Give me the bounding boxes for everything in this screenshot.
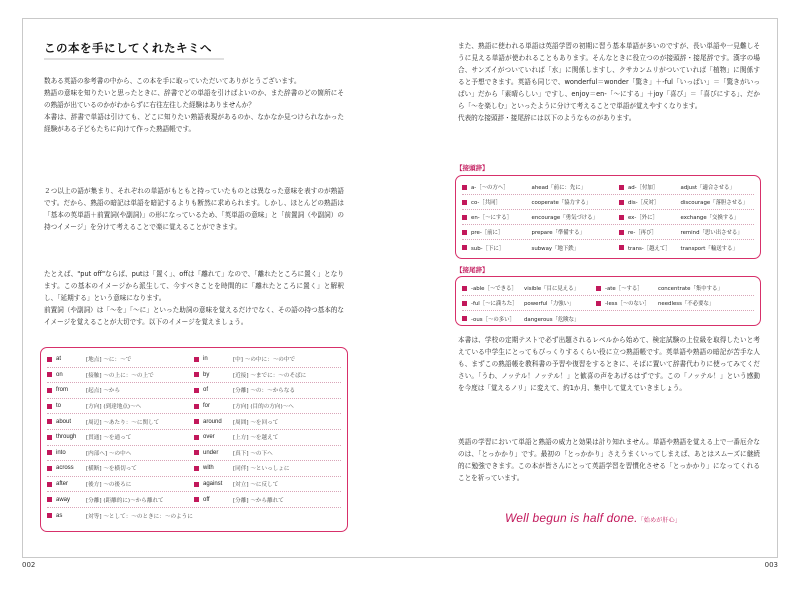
bullet-square-icon: [194, 388, 199, 393]
affix-cell: [532, 213, 619, 221]
affix-cell: [681, 244, 755, 252]
prep-word: around: [203, 418, 222, 425]
prep-word: of: [203, 387, 209, 394]
paragraph: また、熟語に使われる単語は英語学習の初期に習う基本単語が多いのですが、長い単語や一見難しそうに見える単語が使われることもあります。そんなときに役立つのが接頭辞・接尾辞です。漢字の場合、サンズイがついていれば「水」に関係しますし、クサカンムリがついていれば「植物」に関係すると予想できます。英語も同じで、wonderful＝wonder「驚き」＋-ful「いっぱい」＝「驚きがいっぱい」だから「素晴らしい」ですし、enjoy＝en-「～にする」＋joy「喜び」＝「喜びにする」、だから「～を楽しむ」といったように分けて考えることで単語が覚えやすくなります。: [458, 42, 760, 110]
prep-word: across: [56, 465, 74, 472]
bullet-square-icon: [194, 404, 199, 409]
bullet-square-icon: [47, 482, 52, 487]
affix-cell: [681, 213, 755, 221]
prep-meaning: [真下] ～の下へ: [233, 450, 273, 457]
bullet-square-icon: [47, 450, 52, 455]
prefix: re-［再び］: [627, 230, 657, 236]
example-word: prepare「準備する」: [531, 230, 585, 236]
prep-word: on: [56, 371, 63, 378]
affix-cell: [462, 244, 532, 252]
bullet-square-icon: [619, 215, 624, 220]
affix-cell: [619, 244, 681, 252]
example-word: remind「思い出させる」: [680, 230, 743, 236]
table-row: [462, 180, 754, 195]
prep-meaning: [分離] ～から離れて: [233, 497, 284, 504]
affix-cell: [619, 183, 681, 191]
affix-cell: [681, 228, 755, 236]
paragraph: 代表的な接頭辞・接尾辞には以下のようなものがあります。: [458, 114, 636, 122]
prefix-label: 【接頭辞】: [456, 164, 489, 172]
prep-word: about: [56, 418, 72, 425]
prep-word: into: [56, 449, 66, 456]
table-row: [47, 399, 341, 415]
bullet-square-icon: [194, 419, 199, 424]
paragraph: 数ある英語の参考書の中から、この本を手に取っていただいてありがとうございます。: [44, 77, 301, 85]
proverb-english: Well begun is half done.: [505, 511, 638, 525]
prep-word: away: [56, 496, 71, 503]
suffix: -ous［～の多い］: [471, 316, 515, 323]
preposition-table: [40, 347, 348, 532]
affix-cell: [658, 284, 748, 292]
bullet-square-icon: [462, 215, 467, 220]
prep-meaning: [横断] ～を横切って: [86, 466, 137, 473]
table-row: [462, 296, 754, 311]
bullet-square-icon: [462, 200, 467, 205]
affix-cell: [462, 315, 524, 323]
example-word: powerful「力強い」: [524, 301, 575, 307]
affix-cell: [462, 299, 524, 307]
table-row: [462, 225, 754, 240]
prefix-table: [455, 175, 761, 259]
affix-cell: [619, 228, 681, 236]
bullet-square-icon: [47, 357, 52, 362]
left-para3: [44, 268, 344, 328]
prefix: pre-［前に］: [471, 230, 504, 236]
paragraph: 本書は、辞書で単語は引けても、どこに知りたい熟語表現があるのか、なかなか見つけられなかった経験がある子どもたちに向けて作った熟語帳です。: [44, 113, 344, 133]
table-row: [462, 311, 754, 326]
prep-meaning: [方向] (目的の方向)～へ: [233, 404, 294, 411]
affix-cell: [619, 198, 681, 206]
table-row: [462, 195, 754, 210]
table-row: [47, 368, 341, 384]
paragraph: 熟語の意味を知りたいと思ったときに、辞書でどの単語を引けばよいのか、また辞書のどの箇所にその熟語が出ているのかがわからずに右往左往した経験はありませんか？: [44, 89, 344, 109]
proverb-japanese: 「始めが肝心」: [637, 518, 682, 524]
prefix: a-［～の方へ］: [471, 185, 509, 191]
suffix: -able［～できる］: [471, 286, 517, 292]
page-heading: この本を手にしてくれたキミへ: [44, 41, 212, 55]
bullet-square-icon: [596, 301, 601, 306]
table-row: [462, 210, 754, 225]
paragraph: 前置詞（や副詞）は「～を」「～に」といった助詞の意味を覚えるだけでなく、その語の持つ基本的なイメージを覚えることが大切です。以下のイメージを覚えましょう。: [44, 306, 344, 326]
affix-cell: [658, 299, 748, 307]
suffix-label: 【接尾辞】: [456, 266, 489, 274]
prep-word: from: [56, 387, 68, 394]
prep-meaning: [地点] ～に：～で: [86, 357, 132, 364]
table-row: [47, 508, 341, 524]
example-word: subway「地下鉄」: [531, 245, 580, 252]
heading-underline: [44, 58, 224, 60]
bullet-square-icon: [47, 419, 52, 424]
prefix: en-［～にする］: [471, 215, 513, 221]
prep-meaning: [上方] ～を越えて: [233, 435, 279, 442]
affix-cell: [462, 213, 532, 221]
example-word: needless「不必要な」: [658, 301, 715, 307]
right-para3: [458, 436, 760, 484]
suffix: -less［～のない］: [605, 301, 650, 307]
table-row: [462, 240, 754, 255]
affix-cell: [619, 213, 681, 221]
suffix: -ate［～する］: [605, 286, 643, 292]
bullet-square-icon: [619, 200, 624, 205]
prep-word: under: [203, 449, 219, 456]
prep-meaning: [対立] ～に反して: [233, 482, 279, 489]
table-row: [47, 430, 341, 446]
bullet-square-icon: [47, 497, 52, 502]
prep-word: for: [203, 403, 211, 410]
affix-cell: [532, 244, 619, 252]
prep-meaning: [分離] ～の：～からなる: [233, 388, 296, 395]
table-row: [47, 477, 341, 493]
prep-word: after: [56, 481, 69, 488]
paragraph: たとえば、"put off"ならば、putは「置く」、offは「離れて」なので、「離れたところに置く」となります。この基本のイメージから派生して、今すべきことを時間的に「離れたところに置く」と解釈し、「延期する」という意味になります。: [44, 270, 344, 302]
prefix: sub-［下に］: [471, 245, 505, 252]
left-intro: [44, 75, 344, 135]
prep-word: against: [203, 481, 223, 488]
right-para2: [458, 334, 760, 394]
prep-word: in: [203, 356, 208, 363]
example-word: dangerous「危険な」: [524, 316, 580, 323]
prefix: dis-［反対］: [627, 200, 660, 206]
bullet-square-icon: [619, 185, 624, 190]
prep-word: with: [203, 465, 214, 472]
proverb: [505, 511, 681, 525]
bullet-square-icon: [619, 245, 624, 250]
suffix: -ful［～に満ちた］: [471, 301, 518, 307]
left-para2: [44, 185, 344, 233]
bullet-square-icon: [462, 316, 467, 321]
example-word: concentrate「集中する」: [658, 286, 723, 292]
table-row: [462, 281, 754, 296]
prep-meaning: [周囲] ～を回って: [233, 419, 279, 426]
prep-word: as: [56, 512, 63, 519]
affix-cell: [462, 183, 532, 191]
table-row: [47, 352, 341, 368]
prep-meaning: [同伴] ～といっしょに: [233, 466, 290, 473]
affix-cell: [596, 284, 658, 292]
prep-meaning: [接触] ～の上に：～の上で: [86, 372, 154, 379]
prep-word: by: [203, 371, 210, 378]
bullet-square-icon: [619, 230, 624, 235]
page-number-right: 003: [764, 561, 778, 569]
prefix: ex-［外に］: [627, 215, 658, 221]
prefix: co-［共同］: [471, 200, 501, 206]
bullet-square-icon: [462, 301, 467, 306]
prep-word: through: [56, 434, 77, 441]
table-row: [47, 446, 341, 462]
bullet-square-icon: [47, 513, 52, 518]
bullet-square-icon: [462, 230, 467, 235]
prep-meaning: [方向] (到達地点)～へ: [86, 404, 142, 411]
bullet-square-icon: [462, 185, 467, 190]
prep-meaning: [中] ～の中に：～の中で: [233, 357, 296, 364]
bullet-square-icon: [47, 404, 52, 409]
example-word: cooperate「協力する」: [531, 200, 592, 206]
affix-cell: [462, 284, 524, 292]
prep-meaning: [後方] ～の後ろに: [86, 482, 132, 489]
example-word: adjust「適合させる」: [680, 185, 735, 191]
table-row: [47, 383, 341, 399]
prep-meaning: [内部へ] ～の中へ: [86, 450, 132, 457]
affix-cell: [524, 299, 596, 307]
bullet-square-icon: [194, 482, 199, 487]
bullet-square-icon: [194, 357, 199, 362]
bullet-square-icon: [47, 388, 52, 393]
prep-meaning: [周辺] ～あたり：～に関して: [86, 419, 160, 426]
prep-word: at: [56, 356, 62, 363]
affix-cell: [681, 183, 755, 191]
right-intro: [458, 40, 760, 124]
affix-cell: [532, 198, 619, 206]
table-row: [47, 492, 341, 508]
bullet-square-icon: [194, 497, 199, 502]
suffix-table: [455, 276, 761, 326]
affix-cell: [462, 198, 532, 206]
prefix: ad-［付加］: [627, 185, 659, 191]
bullet-square-icon: [462, 245, 467, 250]
table-row: [47, 461, 341, 477]
paragraph: 英語の学習において単語と熟語の威力と効果は計り知れません。単語や熟語を覚える上で一番厄介なのは、「とっかかり」です。最初の「とっかかり」さえうまくいってしまえば、あとはスムーズに継続的に勉強できます。この本が皆さんにとって英語学習を習慣化させる「とっかかり」になってくれることを祈っています。: [458, 438, 760, 482]
prep-word: off: [203, 496, 210, 503]
paragraph: ２つ以上の語が集まり、それぞれの単語がもともと持っていたものとは異なった意味を表すのが熟語です。だから、熟語の暗記は単語を暗記するよりも断然に求められます。しかし、ほとんどの熟語は「基本の英単語＋前置詞(や副詞)」の形になっているため、「英単語の意味」と「前置詞（や副詞）の持つイメージ」を分けて考えることで楽に覚えることができます。: [44, 187, 344, 231]
affix-cell: [596, 299, 658, 307]
prep-word: to: [56, 403, 62, 410]
example-word: transport「輸送する」: [680, 245, 738, 252]
bullet-square-icon: [194, 372, 199, 377]
affix-cell: [532, 228, 619, 236]
bullet-square-icon: [194, 450, 199, 455]
prep-meaning: [起点] ～から: [86, 388, 121, 395]
prep-meaning: [貫通] ～を通って: [86, 435, 132, 442]
affix-cell: [524, 315, 596, 323]
prep-meaning: [近接] ～までに：～のそばに: [233, 372, 307, 379]
example-word: ahead「前に：先に」: [531, 185, 587, 191]
page-number-left: 002: [22, 561, 36, 569]
bullet-square-icon: [47, 435, 52, 440]
example-word: encourage「勇気づける」: [531, 215, 598, 221]
paragraph: 本書は、学校の定期テストで必ず出題されるレベルから始めて、検定試験の上位級を取得したいと考えている中学生にとってもびっくりするくらい役に立つ熟語帳です。英単語や熟語の暗記が苦手な人も、まずこの熟語帳を教科書の予習や復習をするときに、そばに置いて辞書代わりに使ってみてください。「うわ、ノッテル！ノッテル！」と歓喜の声をあげるはずです。この「ノッテル！」という感動を今度は「覚えるノリ」に変えて、約1か月、集中して覚えていきましょう。: [458, 336, 760, 392]
bullet-square-icon: [47, 466, 52, 471]
bullet-square-icon: [47, 372, 52, 377]
example-word: discourage「落胆させる」: [680, 200, 748, 206]
bullet-square-icon: [462, 286, 467, 291]
bullet-square-icon: [596, 286, 601, 291]
example-word: visible「目に見える」: [524, 286, 579, 292]
affix-cell: [681, 198, 755, 206]
affix-cell: [462, 228, 532, 236]
affix-cell: [524, 284, 596, 292]
affix-cell: [532, 183, 619, 191]
prep-meaning: [分離] (距離的に)～から離れて: [86, 497, 164, 504]
prep-word: over: [203, 434, 215, 441]
table-row: [47, 414, 341, 430]
prefix: trans-［越えて］: [627, 245, 671, 252]
bullet-square-icon: [194, 435, 199, 440]
prep-meaning: [対等] ～として：～のときに：～のように: [86, 513, 193, 520]
example-word: exchange「交換する」: [680, 215, 740, 221]
bullet-square-icon: [194, 466, 199, 471]
